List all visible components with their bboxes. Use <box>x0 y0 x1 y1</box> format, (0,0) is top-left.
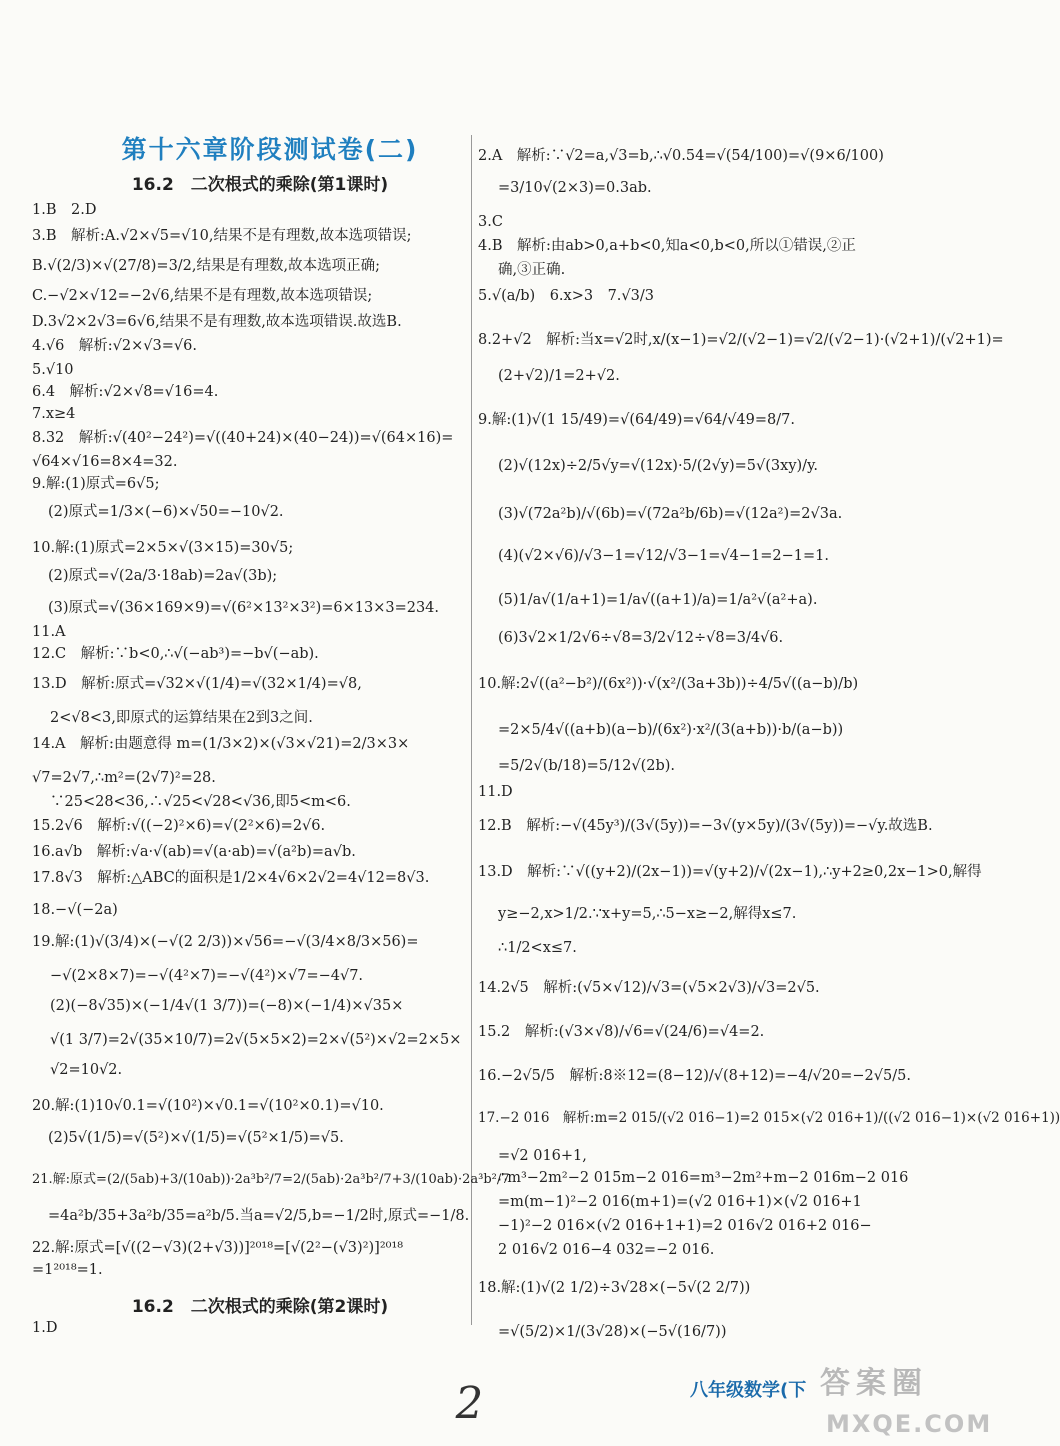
answer-line: 13.D 解析:原式=√32×√(1/4)=√(32×1/4)=√8, <box>32 676 362 692</box>
grade-subject-label: 八年级数学(下 <box>690 1380 807 1401</box>
answer-line: (2)原式=√(2a/3·18ab)=2a√(3b); <box>48 568 278 584</box>
answer-line: 2.A 解析:∵√2=a,√3=b,∴√0.54=√(54/100)=√(9×6/100) <box>478 148 884 164</box>
answer-line: 1.D <box>32 1320 58 1336</box>
answer-line: √64×√16=8×4=32. <box>32 454 178 470</box>
answer-line: 14.2√5 解析:(√5×√12)/√3=(√5×2√3)/√3=2√5. <box>478 980 820 996</box>
answer-line: 4.B 解析:由ab>0,a+b<0,知a<0,b<0,所以①错误,②正 <box>478 238 856 254</box>
answer-line: D.3√2×2√3=6√6,结果不是有理数,故本选项错误.故选B. <box>32 314 402 330</box>
answer-line: 21.解:原式=(2/(5ab)+3/(10ab))·2a³b²/7=2/(5ab)·2a³b²/7+3/(10ab)·2a³b²/7 <box>32 1172 510 1187</box>
answer-line: ∴m³−2m²−2 015m−2 016=m³−2m²+m−2 016m−2 016 <box>498 1170 909 1186</box>
answer-line: 16.a√b 解析:√a·√(ab)=√(a·ab)=√(a²b)=a√b. <box>32 844 356 860</box>
answer-line: 6.4 解析:√2×√8=√16=4. <box>32 384 219 400</box>
answer-line: 9.解:(1)原式=6√5; <box>32 476 160 492</box>
answer-line: 确,③正确. <box>498 262 566 278</box>
answer-line: C.−√2×√12=−2√6,结果不是有理数,故本选项错误; <box>32 288 373 304</box>
answer-line: =4a²b/35+3a²b/35=a²b/5.当a=√2/5,b=−1/2时,原式=−1/8. <box>48 1208 470 1224</box>
answer-line: 7.x≥4 <box>32 406 76 422</box>
answer-line: (3)原式=√(36×169×9)=√(6²×13²×3²)=6×13×3=234. <box>48 600 440 616</box>
answer-line: −√(2×8×7)=−√(4²×7)=−√(4²)×√7=−4√7. <box>50 968 364 984</box>
answer-line: (5)1/a√(1/a+1)=1/a√((a+1)/a)=1/a²√(a²+a). <box>498 592 818 608</box>
answer-line: 15.2√6 解析:√((−2)²×6)=√(2²×6)=2√6. <box>32 818 326 834</box>
answer-line: 12.C 解析:∵b<0,∴√(−ab³)=−b√(−ab). <box>32 646 319 662</box>
answer-line: 11.D <box>478 784 513 800</box>
answer-line: =1²⁰¹⁸=1. <box>32 1262 103 1278</box>
answer-line: 15.2 解析:(√3×√8)/√6=√(24/6)=√4=2. <box>478 1024 765 1040</box>
answer-line: 16.−2√5/5 解析:8※12=(8−12)/√(8+12)=−4/√20=−2√5/5. <box>478 1068 911 1084</box>
answer-line: (2)(−8√35)×(−1/4√(1 3/7))=(−8)×(−1/4)×√35× <box>50 998 404 1014</box>
answer-line: (2)原式=1/3×(−6)×√50=−10√2. <box>48 504 284 520</box>
answer-line: 12.B 解析:−√(45y³)/(3√(5y))=−3√(y×5y)/(3√(5y))=−√y.故选B. <box>478 818 933 834</box>
answer-line: =3/10√(2×3)=0.3ab. <box>498 180 652 196</box>
answer-line: =2×5/4√((a+b)(a−b)/(6x²)·x²/(3(a+b))·b/(a−b)) <box>498 722 844 738</box>
answer-line: (6)3√2×1/2√6÷√8=3/2√12÷√8=3/4√6. <box>498 630 784 646</box>
answer-line: 8.2+√2 解析:当x=√2时,x/(x−1)=√2/(√2−1)=√2/(√2−1)·(√2+1)/(√2+1)= <box>478 332 1004 348</box>
answer-line: (2)5√(1/5)=√(5²)×√(1/5)=√(5²×1/5)=√5. <box>48 1130 344 1146</box>
answer-line: 5.√10 <box>32 362 74 378</box>
chapter-title: 第十六章阶段测试卷(二) <box>121 135 419 164</box>
answer-line: (2+√2)/1=2+√2. <box>498 368 620 384</box>
answer-line: 8.32 解析:√(40²−24²)=√((40+24)×(40−24))=√(64×16)= <box>32 430 454 446</box>
answer-line: 1.B 2.D <box>32 202 97 218</box>
answer-line: 5.√(a/b) 6.x>3 7.√3/3 <box>478 288 654 304</box>
column-divider <box>471 135 472 1325</box>
answer-line: √(1 3/7)=2√(35×10/7)=2√(5×5×2)=2×√(5²)×√2=2×5× <box>50 1032 462 1048</box>
answer-line: =√2 016+1, <box>498 1148 587 1164</box>
answer-line: =m(m−1)²−2 016(m+1)=(√2 016+1)×(√2 016+1 <box>498 1194 862 1210</box>
section-title-lesson-1: 16.2 二次根式的乘除(第1课时) <box>131 175 389 195</box>
answer-line: 18.−√(−2a) <box>32 902 118 918</box>
answer-line: 19.解:(1)√(3/4)×(−√(2 2/3))×√56=−√(3/4×8/3×56)= <box>32 934 419 950</box>
answer-line: 3.C <box>478 214 503 230</box>
watermark-url: MXQE.COM <box>826 1410 993 1438</box>
answer-line: 13.D 解析:∵√((y+2)/(2x−1))=√(y+2)/√(2x−1),∴y+2≥0,2x−1>0,解得 <box>478 864 982 880</box>
watermark-logo: 答案圈 <box>820 1366 928 1401</box>
answer-line: 17.8√3 解析:△ABC的面积是1/2×4√6×2√2=4√12=8√3. <box>32 870 430 886</box>
answer-line: −1)²−2 016×(√2 016+1+1)=2 016√2 016+2 016− <box>498 1218 872 1234</box>
answer-line: y≥−2,x>1/2.∵x+y=5,∴5−x≥−2,解得x≤7. <box>498 906 797 922</box>
answer-line: (4)(√2×√6)/√3−1=√12/√3−1=√4−1=2−1=1. <box>498 548 829 564</box>
answer-line: 4.√6 解析:√2×√3=√6. <box>32 338 197 354</box>
answer-line: 14.A 解析:由题意得 m=(1/3×2)×(√3×√21)=2/3×3× <box>32 736 410 752</box>
answer-line: ∴1/2<x≤7. <box>498 940 577 956</box>
section-title-lesson-2: 16.2 二次根式的乘除(第2课时) <box>131 1297 389 1317</box>
answer-line: 20.解:(1)10√0.1=√(10²)×√0.1=√(10²×0.1)=√10. <box>32 1098 384 1114</box>
answer-line: =√(5/2)×1/(3√28)×(−5√(16/7)) <box>498 1324 727 1340</box>
answer-line: (2)√(12x)÷2/5√y=√(12x)·5/(2√y)=5√(3xy)/y. <box>498 458 818 474</box>
answer-line: 10.解:(1)原式=2×5×√(3×15)=30√5; <box>32 540 294 556</box>
answer-line: 17.−2 016 解析:m=2 015/(√2 016−1)=2 015×(√2 016+1)/((√2 016−1)×(√2 016+1)) <box>478 1110 1060 1126</box>
answer-line: 9.解:(1)√(1 15/49)=√(64/49)=√64/√49=8/7. <box>478 412 795 428</box>
answer-line: 10.解:2√((a²−b²)/(6x²))·√(x²/(3a+3b))÷4/5√((a−b)/b) <box>478 676 859 692</box>
answer-line: 22.解:原式=[√((2−√3)(2+√3))]²⁰¹⁸=[√(2²−(√3)²)]²⁰¹⁸ <box>32 1240 404 1256</box>
answer-line: B.√(2/3)×√(27/8)=3/2,结果是有理数,故本选项正确; <box>32 258 381 274</box>
page-number: 2 <box>450 1378 488 1429</box>
answer-line: √7=2√7,∴m²=(2√7)²=28. <box>32 770 216 786</box>
answer-line: ∵25<28<36,∴√25<√28<√36,即5<m<6. <box>50 794 351 810</box>
answer-line: 18.解:(1)√(2 1/2)÷3√28×(−5√(2 2/7)) <box>478 1280 751 1296</box>
answer-line: 2<√8<3,即原式的运算结果在2到3之间. <box>50 710 313 726</box>
answer-line: 3.B 解析:A.√2×√5=√10,结果不是有理数,故本选项错误; <box>32 228 412 244</box>
answer-line: 11.A <box>32 624 66 640</box>
answer-line: (3)√(72a²b)/√(6b)=√(72a²b/6b)=√(12a²)=2√3a. <box>498 506 843 522</box>
answer-line: =5/2√(b/18)=5/12√(2b). <box>498 758 676 774</box>
answer-line: 2 016√2 016−4 032=−2 016. <box>498 1242 715 1258</box>
answer-line: √2=10√2. <box>50 1062 123 1078</box>
